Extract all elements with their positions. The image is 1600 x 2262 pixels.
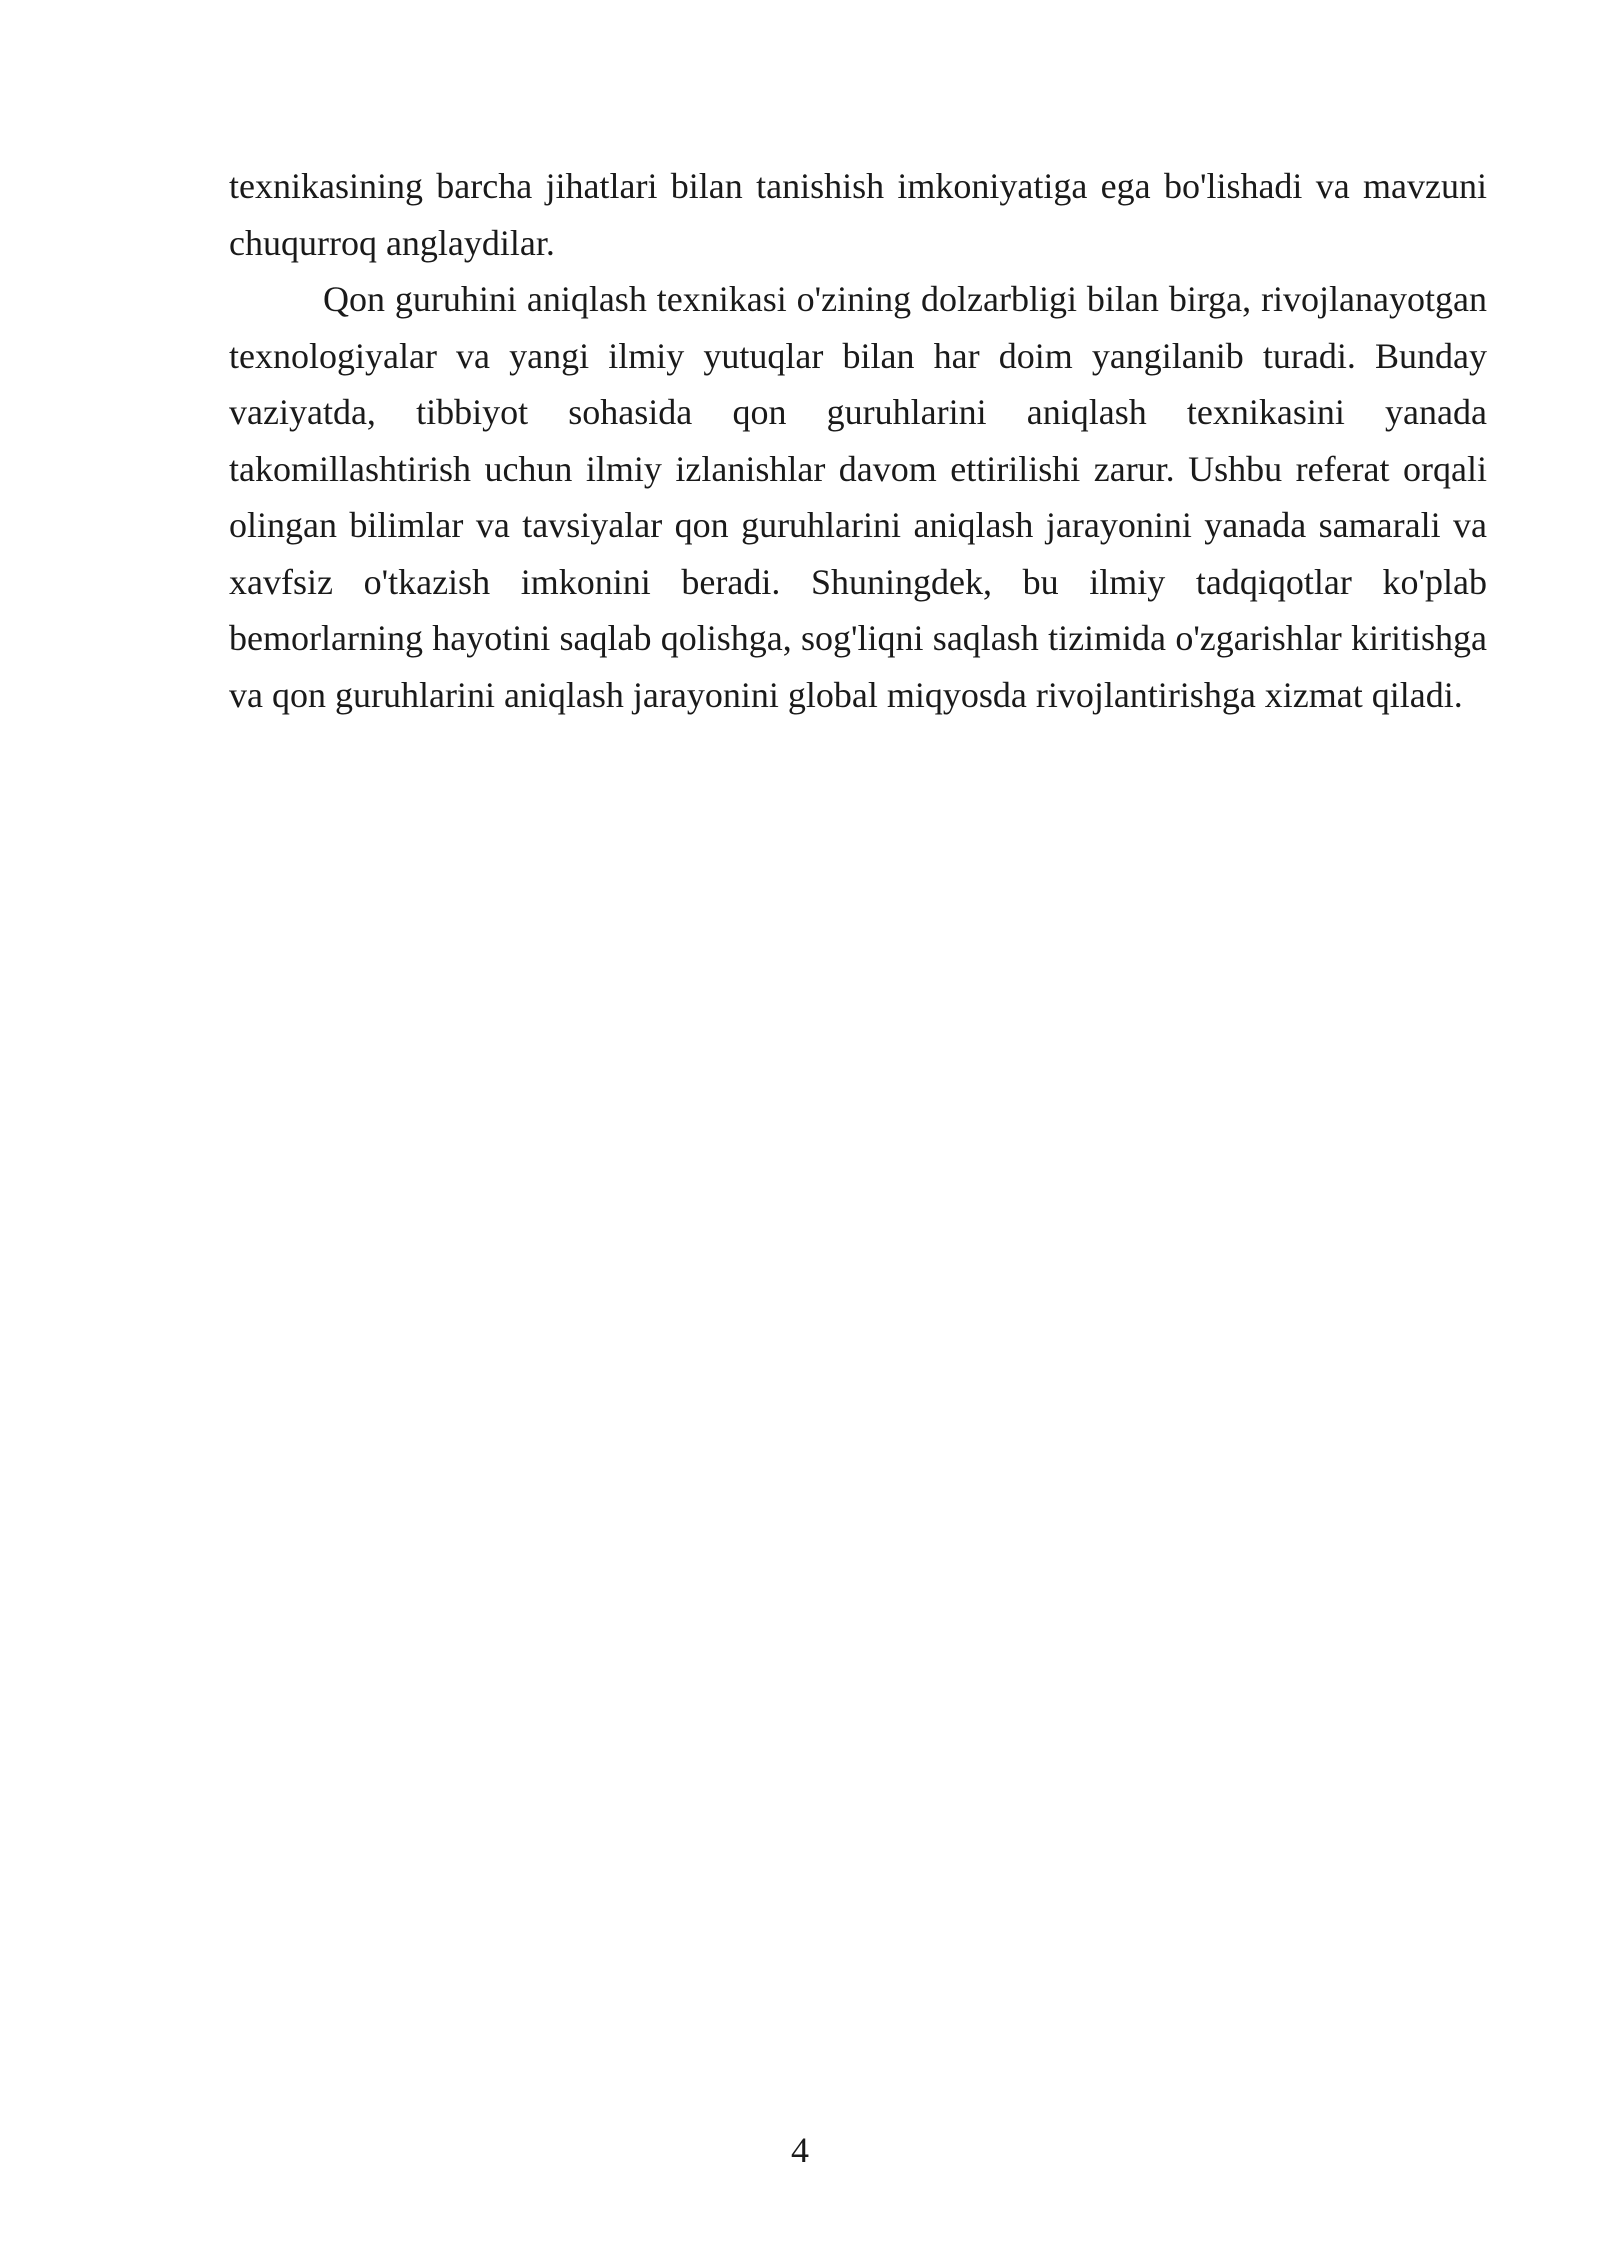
paragraph-continuation: texnikasining barcha jihatlari bilan tanishish imkoniyatiga ega bo'lishadi va mavzuni chuqurroq anglaydilar. — [229, 166, 1487, 263]
page-number: 4 — [791, 2130, 809, 2170]
paragraph-main: Qon guruhini aniqlash texnikasi o'zining dolzarbligi bilan birga, rivojlanayotgan texnologiyalar va yangi ilmiy yutuqlar bilan har doim yangilanib turadi. Bunday vaziyatda, tibbiyot sohasida qon guruhlarini aniqlash texnikasini yanada takomillashtirish uchun ilmiy izlanishlar davom ettirilishi zarur. Ushbu referat orqali olingan bilimlar va tavsiyalar qon guruhlarini aniqlash jarayonini yanada samarali va xavfsiz o'tkazish imkonini beradi. Shuningdek, bu ilmiy tadqiqotlar ko'plab bemorlarning hayotini saqlab qolishga, sog'liqni saqlash tizimida o'zgarishlar kiritishga va qon guruhlarini aniqlash jarayonini global miqyosda rivojlantirishga xizmat qiladi. — [229, 279, 1487, 715]
body-text — [229, 158, 1487, 723]
